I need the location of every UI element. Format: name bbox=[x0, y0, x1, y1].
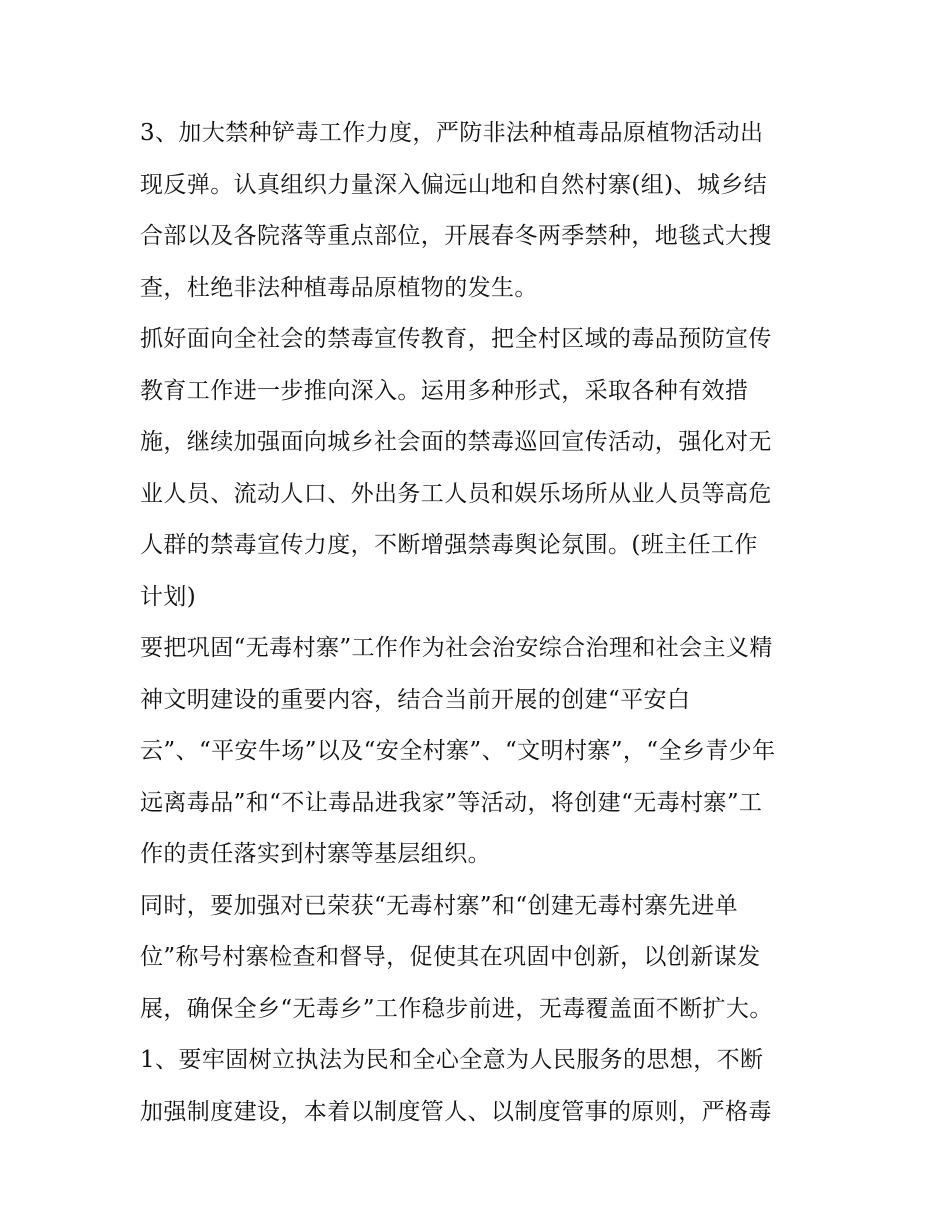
text-line: 要把巩固“无毒村寨”工作作为社会治安综合治理和社会主义精 bbox=[140, 635, 773, 661]
text-line: 计划) bbox=[140, 583, 197, 610]
text-line: 合部以及各院落等重点部位，开展春冬两季禁种，地毯式大搜 bbox=[140, 223, 772, 249]
text-line: 1、要牢固树立执法为民和全心全意为人民服务的思想，不断 bbox=[140, 1047, 764, 1073]
text-line: 展，确保全乡“无毒乡”工作稳步前进，无毒覆盖面不断扩大。 bbox=[140, 995, 773, 1022]
text-line: 查，杜绝非法种植毒品原植物的发生。 bbox=[140, 274, 538, 301]
text-line: 3、加大禁种铲毒工作力度，严防非法种植毒品原植物活动出 bbox=[140, 120, 764, 146]
document-body bbox=[140, 108, 820, 1138]
text-line: 位”称号村寨检查和督导，促使其在巩固中创新，以创新谋发 bbox=[140, 944, 761, 970]
text-line: 业人员、流动人口、外出务工人员和娱乐场所从业人员等高危 bbox=[140, 480, 772, 507]
text-line: 同时，要加强对已荣获“无毒村寨”和“创建无毒村寨先进单 bbox=[140, 892, 739, 919]
text-line: 神文明建设的重要内容，结合当前开展的创建“平安白 bbox=[140, 686, 691, 713]
text-line: 抓好面向全社会的禁毒宣传教育，把全村区域的毒品预防宣传 bbox=[140, 326, 772, 352]
text-line: 人群的禁毒宣传力度，不断增强禁毒舆论氛围。(班主任工作 bbox=[140, 532, 758, 558]
text-line: 加强制度建设，本着以制度管人、以制度管事的原则，严格毒 bbox=[140, 1098, 772, 1125]
text-line: 施，继续加强面向城乡社会面的禁毒巡回宣传活动，强化对无 bbox=[140, 429, 772, 455]
text-line: 云”、“平安牛场”以及“安全村寨”、“文明村寨”，“全乡青少年 bbox=[140, 738, 776, 764]
text-line: 作的责任落实到村寨等基层组织。 bbox=[140, 841, 491, 867]
text-line: 现反弹。认真组织力量深入偏远山地和自然村寨(组)、城乡结 bbox=[140, 171, 768, 198]
text-line: 远离毒品”和“不让毒品进我家”等活动，将创建“无毒村寨”工 bbox=[140, 789, 763, 816]
text-line: 教育工作进一步推向深入。运用多种形式，采取各种有效措 bbox=[140, 377, 749, 404]
